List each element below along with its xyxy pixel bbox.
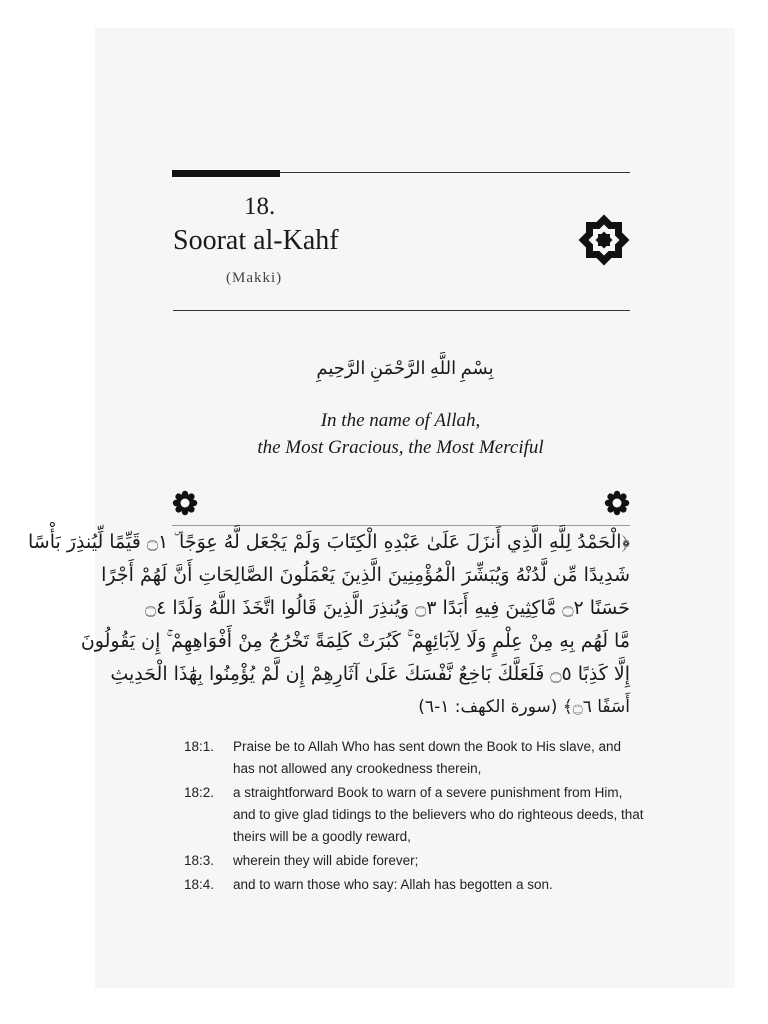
arabic-line: حَسَنًا ۝٢ مَّاكِثِينَ فِيهِ أَبَدًا ۝٣ وَيُنذِرَ الَّذِينَ قَالُوا اتَّخَذَ اللَّهُ وَلَدًا ۝٤ — [145, 597, 630, 619]
arabic-line: أَسَفًا ۝٦﴾ (سورة الكهف: ١-٦) — [418, 697, 630, 717]
top-rule-thin — [280, 172, 630, 173]
chapter-subtitle: (Makki) — [226, 270, 283, 286]
top-rule-thick — [172, 170, 280, 177]
basmala-translation-line-2: the Most Gracious, the Most Merciful — [257, 437, 544, 458]
verse-item — [184, 736, 644, 780]
verse-item — [184, 874, 644, 896]
basmala-calligraphy: بِسْمِ اللَّهِ الرَّحْمَنِ الرَّحِيمِ — [316, 358, 494, 378]
star-emblem-icon — [578, 214, 630, 266]
flower-ornament-icon — [604, 490, 630, 516]
verse-item — [184, 782, 644, 848]
flower-ornament-icon — [172, 490, 198, 516]
verse-number: 18:1. — [184, 739, 215, 754]
verse-text: wherein they will abide forever; — [233, 853, 419, 868]
verse-text: a straightforward Book to warn of a severe punishment from Him, and to give glad tidings to the believers who do righteous deeds, that theirs will be a goodly reward, — [233, 785, 644, 844]
arabic-line: شَدِيدًا مِّن لَّدُنْهُ وَيُبَشِّرَ الْمُؤْمِنِينَ الَّذِينَ يَعْمَلُونَ الصَّالِحَاتِ أَنَّ لَهُمْ أَجْرًا — [101, 564, 630, 586]
header-rule — [173, 310, 630, 311]
verse-text: and to warn those who say: Allah has begotten a son. — [233, 877, 553, 892]
verse-translation-list — [184, 736, 644, 896]
arabic-line: إِلَّا كَذِبًا ۝٥ فَلَعَلَّكَ بَاخِعٌ نَّفْسَكَ عَلَىٰ آثَارِهِمْ إِن لَّمْ يُؤْمِنُوا بِهَٰذَا الْحَدِيثِ — [110, 663, 630, 685]
verse-number: 18:3. — [184, 853, 215, 868]
verse-number: 18:2. — [184, 785, 215, 800]
chapter-number: 18. — [244, 193, 276, 220]
chapter-title: Soorat al-Kahf — [173, 225, 339, 256]
arabic-line: ﴿الْحَمْدُ لِلَّهِ الَّذِي أَنزَلَ عَلَىٰ عَبْدِهِ الْكِتَابَ وَلَمْ يَجْعَل لَّهُ عِوَجًا ۜ ۝١ قَيِّمًا لِّيُنذِرَ بَأْسًا — [28, 531, 630, 553]
arabic-text-block — [28, 525, 630, 732]
verse-text: Praise be to Allah Who has sent down the Book to His slave, and has not allowed any crookedness therein, — [233, 739, 621, 776]
arabic-line: مَّا لَهُم بِهِ مِنْ عِلْمٍ وَلَا لِآبَائِهِمْ ۚ كَبُرَتْ كَلِمَةً تَخْرُجُ مِنْ أَفْوَاهِهِمْ ۚ إِن يَقُولُونَ — [80, 630, 630, 652]
verse-item — [184, 850, 644, 872]
basmala-translation-line-1: In the name of Allah, — [320, 410, 481, 431]
verse-number: 18:4. — [184, 877, 215, 892]
